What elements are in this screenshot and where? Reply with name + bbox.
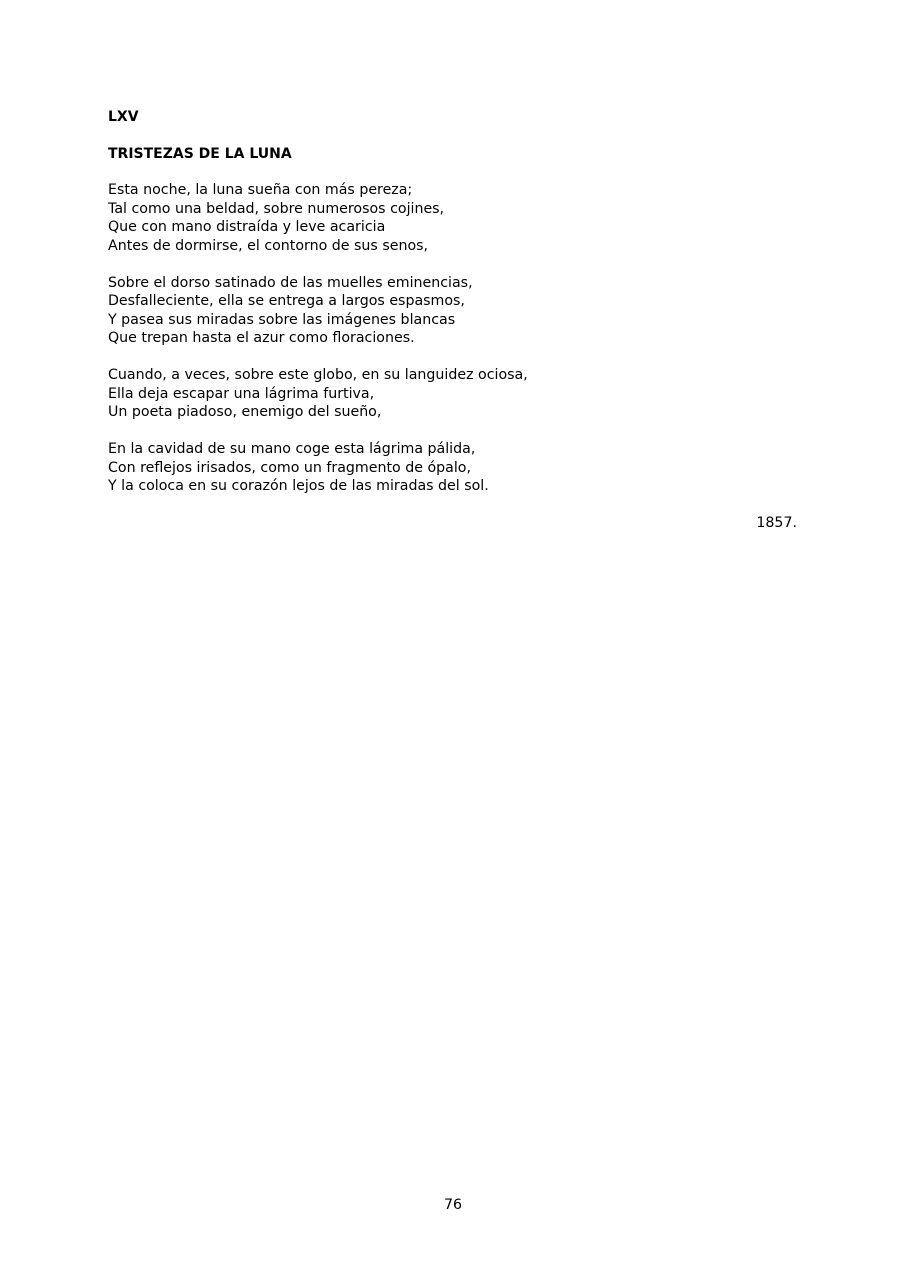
stanza-3 [108,366,808,422]
verse-line: Que con mano distraída y leve acaricia [108,219,386,235]
page-number: 76 [443,1197,463,1213]
verse-line: Antes de dormirse, el contorno de sus senos, [108,237,429,254]
verse-line: Desfalleciente, ella se entrega a largos espasmos, [108,293,465,309]
verse-line: Tal como una beldad, sobre numerosos cojines, [108,200,445,217]
stanza-4 [108,440,808,496]
poem-body [108,181,808,514]
stanza-1 [108,181,808,255]
verse-line: Y pasea sus miradas sobre las imágenes blancas [108,311,456,328]
poem-title: TRISTEZAS DE LA LUNA [108,146,292,162]
verse-line: Sobre el dorso satinado de las muelles eminencias, [108,274,473,291]
verse-line: Esta noche, la luna sueña con más pereza; [108,182,413,198]
verse-line: Con reflejos irisados, como un fragmento de ópalo, [108,459,471,476]
verse-line: Y la coloca en su corazón lejos de las miradas del sol. [108,478,489,494]
stanza-2 [108,274,808,348]
verse-line: Un poeta piadoso, enemigo del sueño, [108,404,382,420]
verse-line: Cuando, a veces, sobre este globo, en su languidez ociosa, [108,367,528,383]
verse-line: Ella deja escapar una lágrima furtiva, [108,385,375,402]
poem-numeral: LXV [108,109,139,125]
verse-line: En la cavidad de su mano coge esta lágrima pálida, [108,441,476,457]
poem-date: 1857. [756,515,797,531]
verse-line: Que trepan hasta el azur como floraciones. [108,330,415,346]
